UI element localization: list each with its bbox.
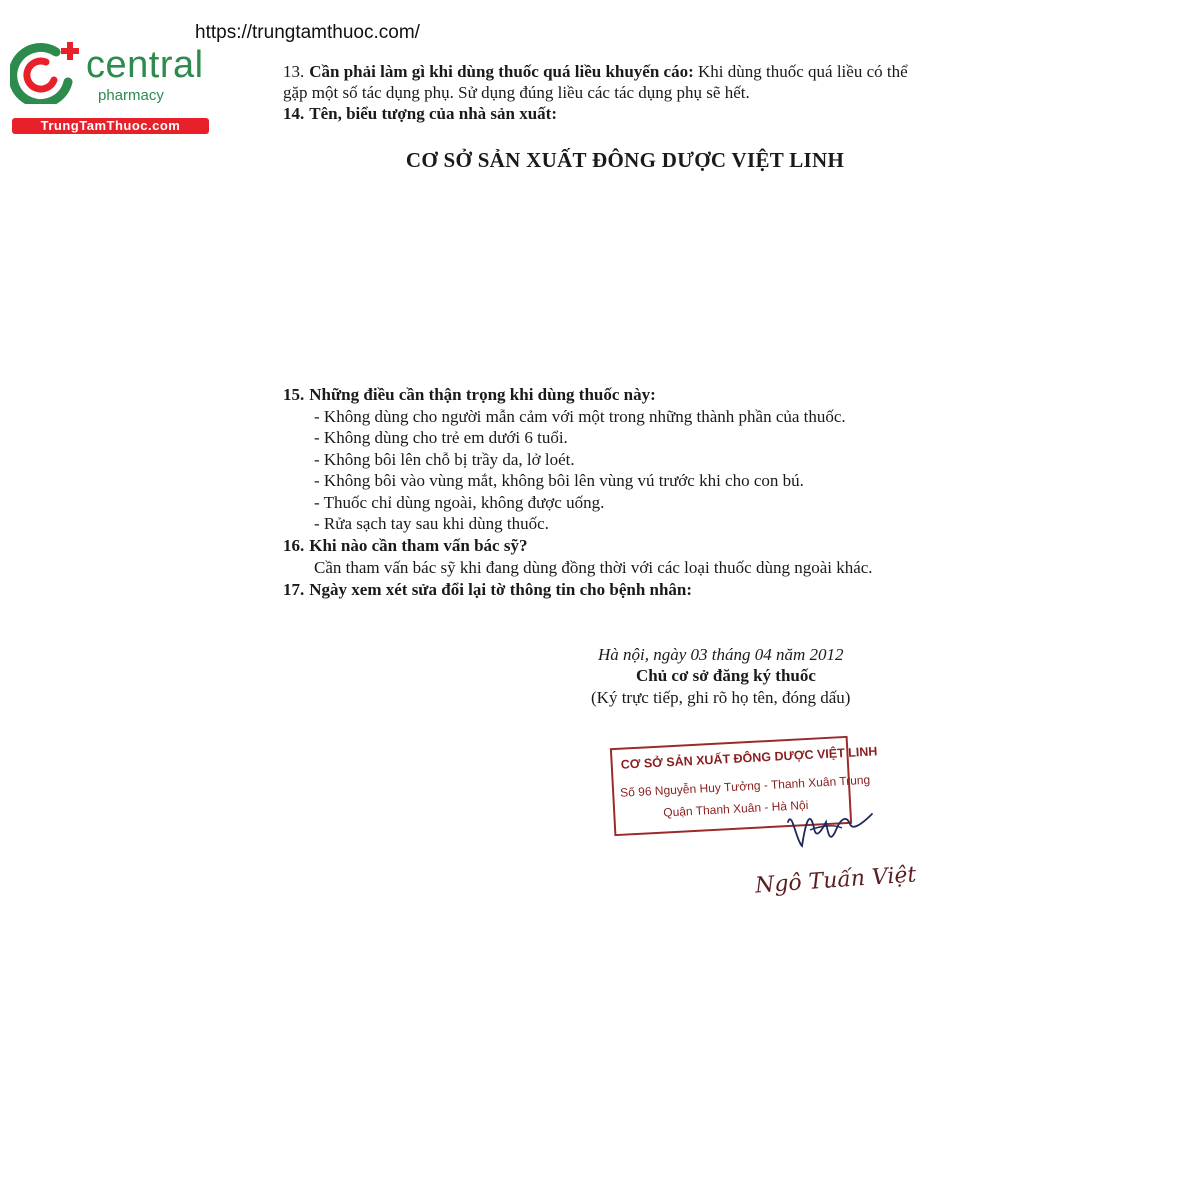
precaution-item: - Rửa sạch tay sau khi dùng thuốc. <box>314 514 549 533</box>
precaution-item: - Không bôi lên chỗ bị trầy da, lở loét. <box>314 450 575 469</box>
brand-subtitle: pharmacy <box>98 87 164 104</box>
section-14-number: 14. <box>283 104 305 123</box>
brand-name: central <box>86 44 204 86</box>
section-17-number: 17. <box>283 580 305 599</box>
section-17-line <box>283 580 692 600</box>
section-13-text-1: Khi dùng thuốc quá liều có thể <box>693 62 908 81</box>
stamp-address-line-2: Quận Thanh Xuân - Hà Nội <box>662 797 809 820</box>
section-16-heading: Khi nào cần tham vấn bác sỹ? <box>309 536 528 555</box>
manufacturer-name: CƠ SỞ SẢN XUẤT ĐÔNG DƯỢC VIỆT LINH <box>405 148 845 172</box>
central-pharmacy-logo <box>10 38 215 138</box>
pharmacy-cross-icon <box>10 38 90 104</box>
precaution-item: - Không dùng cho trẻ em dưới 6 tuổi. <box>314 428 568 447</box>
stamp-company-name: CƠ SỞ SẢN XUẤT ĐÔNG DƯỢC VIỆT LINH <box>620 744 878 772</box>
signature-note: (Ký trực tiếp, ghi rõ họ tên, đóng dấu) <box>591 688 851 707</box>
signer-title: Chủ cơ sở đăng ký thuốc <box>636 666 816 685</box>
signer-name: Ngô Tuấn Việt <box>754 862 918 899</box>
precaution-item: - Thuốc chỉ dùng ngoài, không được uống. <box>314 493 605 512</box>
signing-date: Hà nội, ngày 03 tháng 04 năm 2012 <box>598 645 844 664</box>
brand-website-bar: TrungTamThuoc.com <box>12 118 209 134</box>
source-url: https://trungtamthuoc.com/ <box>195 22 420 43</box>
section-13-line-1 <box>283 62 908 82</box>
section-15-heading: Những điều cần thận trọng khi dùng thuốc này: <box>309 385 656 404</box>
section-13-number: 13. <box>283 62 305 81</box>
section-17-heading: Ngày xem xét sửa đổi lại tờ thông tin cho bệnh nhân: <box>309 580 693 599</box>
handwritten-signature <box>780 800 880 860</box>
section-16-line <box>283 536 527 556</box>
section-15-line <box>283 385 656 405</box>
section-16-number: 16. <box>283 536 305 555</box>
section-13-heading: Cần phải làm gì khi dùng thuốc quá liều khuyến cáo: <box>309 62 694 81</box>
stamp-address-line-1: Số 96 Nguyễn Huy Tưởng - Thanh Xuân Trung <box>619 772 871 800</box>
section-14-line <box>283 104 557 124</box>
section-14-heading: Tên, biểu tượng của nhà sản xuất: <box>309 104 558 123</box>
section-15-number: 15. <box>283 385 305 404</box>
precaution-item: - Không dùng cho người mẫn cảm với một trong những thành phần của thuốc. <box>314 407 846 426</box>
section-13-text-2: gặp một số tác dụng phụ. Sử dụng đúng liều các tác dụng phụ sẽ hết. <box>283 83 750 102</box>
precaution-item: - Không bôi vào vùng mắt, không bôi lên vùng vú trước khi cho con bú. <box>314 471 804 490</box>
section-16-text: Cần tham vấn bác sỹ khi đang dùng đồng thời với các loại thuốc dùng ngoài khác. <box>314 558 873 577</box>
